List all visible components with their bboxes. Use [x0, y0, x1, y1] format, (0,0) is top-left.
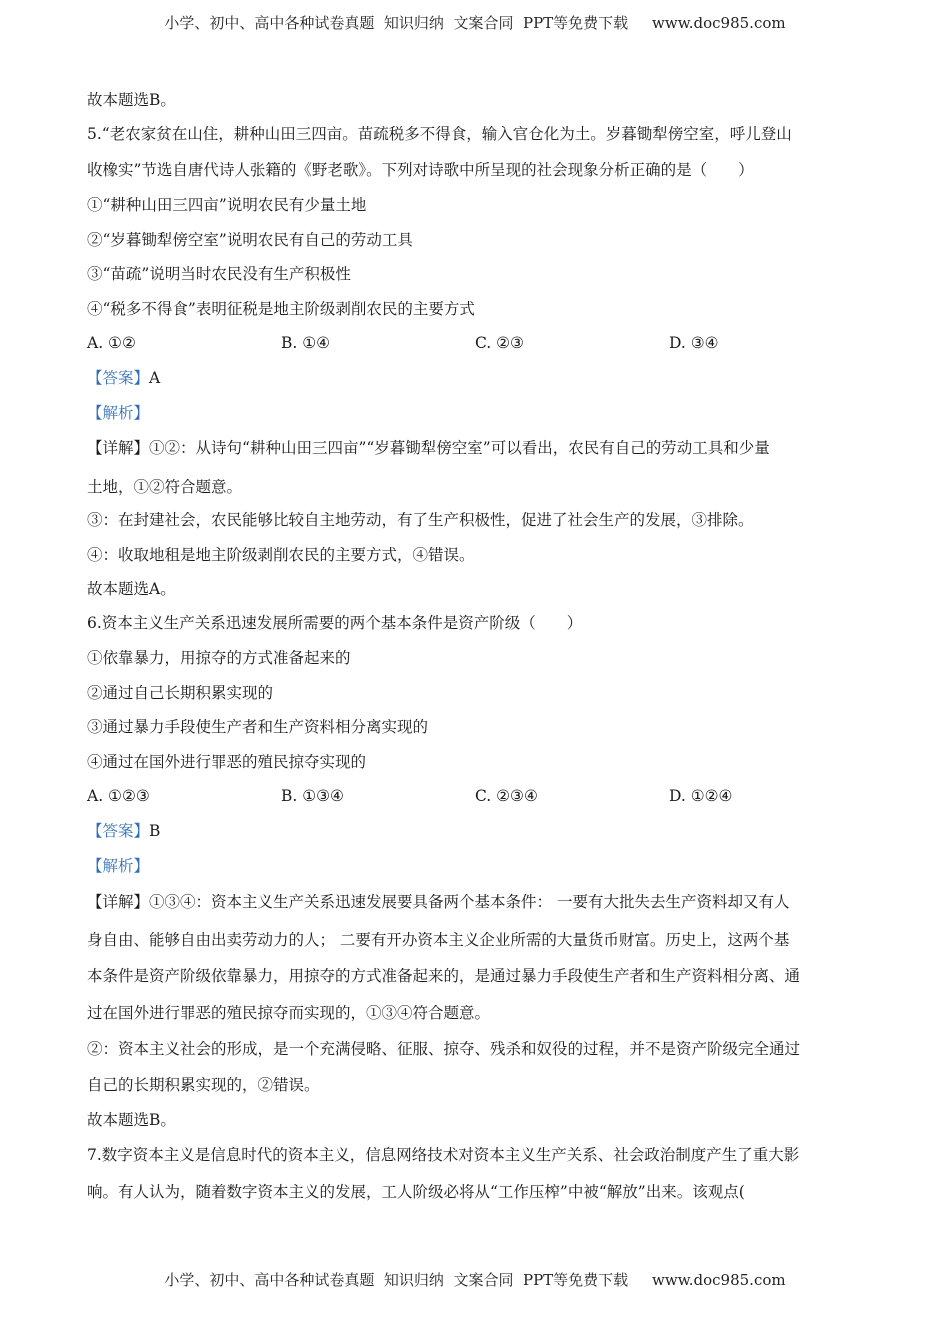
- answer-value: B: [149, 822, 161, 840]
- q5-analysis-tag: 【解析】: [87, 404, 150, 422]
- q6-stem: 6.资本主义生产关系迅速发展所需要的两个基本条件是资产阶级（ ）: [87, 614, 583, 632]
- q6-option-a: A. ①②③: [87, 787, 150, 805]
- q5-detail-line4: ④：收取地租是地主阶级剥削农民的主要方式，④错误。: [87, 546, 475, 564]
- q5-item-3: ③“苗疏”说明当时农民没有生产积极性: [87, 265, 351, 283]
- q4-conclusion: 故本题选B。: [87, 91, 176, 109]
- q5-answer: [87, 368, 160, 388]
- q6-item-1: ①依靠暴力，用掠夺的方式准备起来的: [87, 649, 351, 667]
- q5-option-b: B. ①④: [281, 334, 331, 352]
- answer-tag: 【答案】: [87, 822, 150, 840]
- q6-option-b: B. ①③④: [281, 787, 344, 805]
- q5-item-2: ②“岁暮锄犁傍空室”说明农民有自己的劳动工具: [87, 231, 413, 249]
- q6-analysis-tag: 【解析】: [87, 857, 150, 875]
- q6-item-3: ③通过暴力手段使生产者和生产资料相分离实现的: [87, 718, 429, 736]
- q6-detail-line6: 自己的长期积累实现的，②错误。: [87, 1076, 320, 1094]
- page-footer: 小学、初中、高中各种试卷真题 知识归纳 文案合同 PPT等免费下载 www.doc985.com: [164, 1271, 786, 1289]
- q6-detail-line4: 过在国外进行罪恶的殖民掠夺而实现的，①③④符合题意。: [87, 1004, 491, 1022]
- q5-conclusion: 故本题选A。: [87, 580, 176, 598]
- q5-option-d: D. ③④: [669, 334, 719, 352]
- q6-detail-line1: 【详解】①③④：资本主义生产关系迅速发展要具备两个基本条件： 一要有大批失去生产资料却又有人: [87, 893, 790, 911]
- q5-item-4: ④“税多不得食”表明征税是地主阶级剥削农民的主要方式: [87, 300, 475, 318]
- q5-detail-line2: 土地，①②符合题意。: [87, 478, 243, 496]
- q6-detail-line2: 身自由、能够自由出卖劳动力的人； 二要有开办资本主义企业所需的大量货币财富。历史上，这两个基: [87, 931, 790, 949]
- q6-item-4: ④通过在国外进行罪恶的殖民掠夺实现的: [87, 753, 367, 771]
- q5-detail-line3: ③：在封建社会，农民能够比较自主地劳动，有了生产积极性，促进了社会生产的发展，③排除。: [87, 511, 754, 529]
- page-header: 小学、初中、高中各种试卷真题 知识归纳 文案合同 PPT等免费下载 www.doc985.com: [164, 14, 786, 32]
- answer-tag: 【答案】: [87, 369, 150, 387]
- q6-detail-line5: ②：资本主义社会的形成，是一个充满侵略、征服、掠夺、残杀和奴役的过程，并不是资产阶级完全通过: [87, 1040, 801, 1058]
- detail-tag: 【详解】: [87, 893, 150, 911]
- q6-detail-line3: 本条件是资产阶级依靠暴力，用掠夺的方式准备起来的，是通过暴力手段使生产者和生产资料相分离、通: [87, 967, 801, 985]
- q7-stem-line2: 响。有人认为，随着数字资本主义的发展，工人阶级必将从“工作压榨”中被“解放”出来。该观点(: [87, 1183, 745, 1201]
- q5-item-1: ①“耕种山田三四亩”说明农民有少量土地: [87, 196, 367, 214]
- q5-option-c: C. ②③: [475, 334, 524, 352]
- q7-stem-line1: 7.数字资本主义是信息时代的资本主义，信息网络技术对资本主义生产关系、社会政治制度产生了重大影: [87, 1146, 800, 1164]
- q5-stem-line1: 5.“老农家贫在山住，耕种山田三四亩。苗疏税多不得食，输入官仓化为土。岁暮锄犁傍空室，呼儿登山: [87, 125, 792, 143]
- q5-option-a: A. ①②: [87, 334, 136, 352]
- detail-tag: 【详解】: [87, 439, 150, 457]
- q6-option-d: D. ①②④: [669, 787, 733, 805]
- q5-detail-line1: 【详解】①②：从诗句“耕种山田三四亩”“岁暮锄犁傍空室”可以看出，农民有自己的劳动工具和少量: [87, 439, 770, 457]
- q6-conclusion: 故本题选B。: [87, 1111, 176, 1129]
- q6-item-2: ②通过自己长期积累实现的: [87, 684, 274, 702]
- q6-option-c: C. ②③④: [475, 787, 538, 805]
- q5-stem-line2: 收橡实”节选自唐代诗人张籍的《野老歌》。下列对诗歌中所呈现的社会现象分析正确的是（ ）: [87, 161, 754, 179]
- answer-value: A: [149, 369, 161, 387]
- q6-answer: [87, 821, 160, 841]
